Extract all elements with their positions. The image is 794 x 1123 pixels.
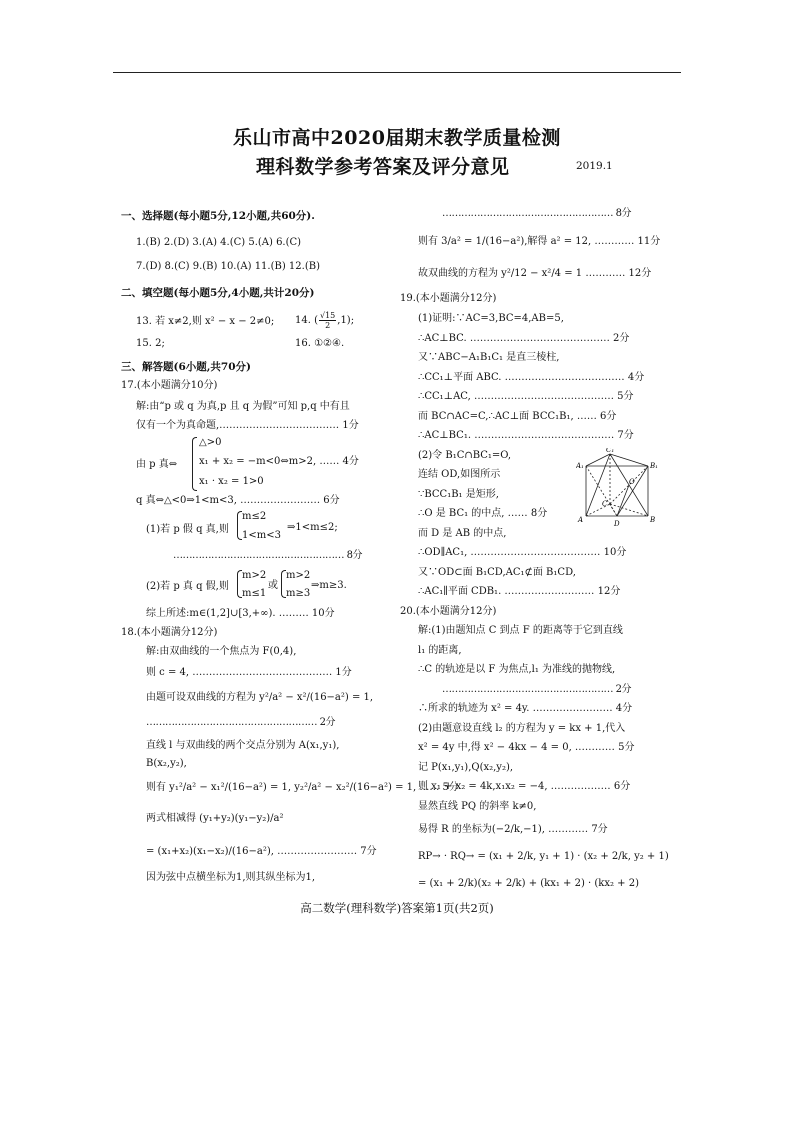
label-B1: B₁ [650,462,658,470]
q19-line: ∵BCC₁B₁ 是矩形, [418,489,499,500]
q19-line: 而 D 是 AB 的中点, [418,528,507,539]
q20-line: RP→ · RQ→ = (x₁ + 2/k, y₁ + 1) · (x₂ + 2/k, y₂ + 1) [418,851,669,862]
label-A1: A₁ [576,462,584,470]
date: 2019.1 [576,160,613,172]
choice-answers-row2: 7.(D) 8.(C) 9.(B) 10.(A) 11.(B) 12.(B) [136,261,320,272]
q17-case2-cond: m≥3 [286,588,311,599]
q18-cont-points: ……………………………………………… 8分 [442,208,632,219]
label-C: C [602,500,608,508]
q19-heading: 19.(本小题满分12分) [400,293,497,304]
q17-case2: (2)若 p 真 q 假,则 [146,581,229,592]
q17-condition: x₁ · x₂ = 1>0 [199,476,264,487]
q20-line: 则 x₁ + x₂ = 4k,x₁x₂ = −4, ……………… 6分 [418,781,631,792]
section-heading-fill: 二、填空题(每小题5分,4小题,共计20分) [121,287,315,299]
q18-line: 两式相减得 (y₁+y₂)(y₁−y₂)/a² [146,813,284,824]
q18-line: 则有 y₁²/a² − x₁²/(16−a²) = 1, y₂²/a² − x₂²/(16−a²) = 1, …… 5分 [146,782,459,793]
fill-14-fraction [319,311,336,330]
section-heading-solve: 三、解答题(6小题,共70分) [121,361,252,373]
q17-condition: x₁ + x₂ = −m<0⇔m>2, …… 4分 [199,456,359,467]
q18-line: 由题可设双曲线的方程为 y²/a² − x²/(16−a²) = 1, [146,692,374,703]
q18-line: = (x₁+x₂)(x₁−x₂)/(16−a²), …………………… 7分 [146,846,377,857]
fill-answer-16: 16. ①②④. [295,338,345,349]
label-B: B [650,516,656,524]
q17-case1-cond: m≤2 [242,511,267,522]
q17-case1: (1)若 p 假 q 真,则 [146,524,229,535]
page-footer: 高二数学(理科数学)答案第1页(共2页) [300,901,494,915]
q17-case2-or: 或 [268,580,278,591]
q19-line: 又∵OD⊂面 B₁CD,AC₁⊄面 B₁CD, [418,567,576,578]
q17-line: q 真⇔△<0⇒1<m<3, …………………… 6分 [136,495,340,506]
q20-line: 解:(1)由题知点 C 到点 F 的距离等于它到直线 [418,625,623,636]
label-D: D [614,520,620,528]
q20-line: ∴C 的轨迹是以 F 为焦点,l₁ 为准线的抛物线, [418,664,616,675]
fill-14-suffix: ,1); [337,315,355,326]
label-C1: C₁ [606,448,615,454]
q17-summary: 综上所述:m∈(1,2]∪[3,+∞). ……… 10分 [146,608,335,619]
q17-points: ……………………………………………… 8分 [173,550,363,561]
prism-figure [576,448,658,528]
q19-line: 连结 OD,如图所示 [418,469,501,480]
q19-line: ∴CC₁⊥平面 ABC. ……………………………… 4分 [418,372,645,383]
page-title: 乐山市高中2020届期末教学质量检测 [233,127,561,149]
q18-line: 因为弦中点横坐标为1,则其纵坐标为1, [146,872,316,883]
q18-line: 则 c = 4, …………………………………… 1分 [146,667,352,678]
q19-line: ∴O 是 BC₁ 的中点, …… 8分 [418,508,548,519]
q19-line: (2)令 B₁C∩BC₁=O, [418,450,512,461]
label-A: A [578,516,584,524]
q17-case2-result: ⇒m≥3. [311,580,347,591]
page-subtitle: 理科数学参考答案及评分意见 [256,156,510,178]
q17-p-true: 由 p 真⇔ [136,459,178,470]
q20-line: l₁ 的距离, [418,645,462,656]
q18-cont-line: 则有 3/a² = 1/(16−a²),解得 a² = 12, ………… 11分 [418,236,661,247]
q20-line: = (x₁ + 2/k)(x₂ + 2/k) + (kx₁ + 2) · (kx₂ + 2) [418,878,640,889]
q19-line: 又∵ABC−A₁B₁C₁ 是直三棱柱, [418,352,560,363]
q17-heading: 17.(本小题满分10分) [121,380,218,391]
q19-line: ∴AC₁∥平面 CDB₁. ……………………… 12分 [418,586,621,597]
q20-heading: 20.(本小题满分12分) [400,606,497,617]
fraction-numerator: √15 [319,311,336,320]
q17-case2-cond: m>2 [242,570,267,581]
q20-line: ……………………………………………… 2分 [442,684,632,695]
q17-line: 仅有一个为真命题,……………………………… 1分 [136,420,359,431]
q20-line: 易得 R 的坐标为(−2/k,−1), ………… 7分 [418,824,608,835]
q19-line: 而 BC∩AC=C,∴AC⊥面 BCC₁B₁, …… 6分 [418,411,617,422]
q17-line: 解:由“p 或 q 为真,p 且 q 为假”可知 p,q 中有且 [136,401,350,412]
q18-line: ……………………………………………… 2分 [146,717,336,728]
q20-line: ∴所求的轨迹为 x² = 4y. …………………… 4分 [418,703,633,714]
label-O: O [629,478,635,486]
fill-answer-13: 13. 若 x≠2,则 x² − x − 2≠0; [136,316,275,327]
q17-case1-cond: 1<m<3 [242,530,281,541]
section-heading-choice: 一、选择题(每小题5分,12小题,共60分). [121,210,315,222]
q20-line: 记 P(x₁,y₁),Q(x₂,y₂), [418,762,514,773]
fraction-denominator: 2 [325,321,331,330]
fill-answer-14 [295,311,354,330]
q19-line: ∴OD∥AC₁, ………………………………… 10分 [418,547,627,558]
q17-case2-cond: m>2 [286,570,311,581]
q19-line: (1)证明:∵AC=3,BC=4,AB=5, [418,313,564,324]
q19-line: ∴AC⊥BC. …………………………………… 2分 [418,333,630,344]
fill-answer-15: 15. 2; [136,338,165,349]
brace-icon [192,437,197,491]
q18-cont-line: 故双曲线的方程为 y²/12 − x²/4 = 1 ………… 12分 [418,268,652,279]
q17-case1-result: ⇒1<m≤2; [287,522,338,533]
q18-heading: 18.(本小题满分12分) [121,627,218,638]
q18-line: 解:由双曲线的一个焦点为 F(0,4), [146,646,297,657]
fill-14-prefix: 14. ( [295,315,318,326]
q20-line: 显然直线 PQ 的斜率 k≠0, [418,801,537,812]
q18-line: 直线 l 与双曲线的两个交点分别为 A(x₁,y₁), [146,740,340,751]
top-rule [113,72,681,73]
q17-condition: △>0 [199,437,222,448]
q19-line: ∴CC₁⊥AC, …………………………………… 5分 [418,391,634,402]
q17-case2-cond: m≤1 [242,588,267,599]
q18-line: B(x₂,y₂), [146,758,187,769]
choice-answers-row1: 1.(B) 2.(D) 3.(A) 4.(C) 5.(A) 6.(C) [136,237,302,248]
q20-line: x² = 4y 中,得 x² − 4kx − 4 = 0, ………… 5分 [418,742,635,753]
q20-line: (2)由题意设直线 l₂ 的方程为 y = kx + 1,代入 [418,723,626,734]
q19-line: ∴AC⊥BC₁. …………………………………… 7分 [418,430,634,441]
